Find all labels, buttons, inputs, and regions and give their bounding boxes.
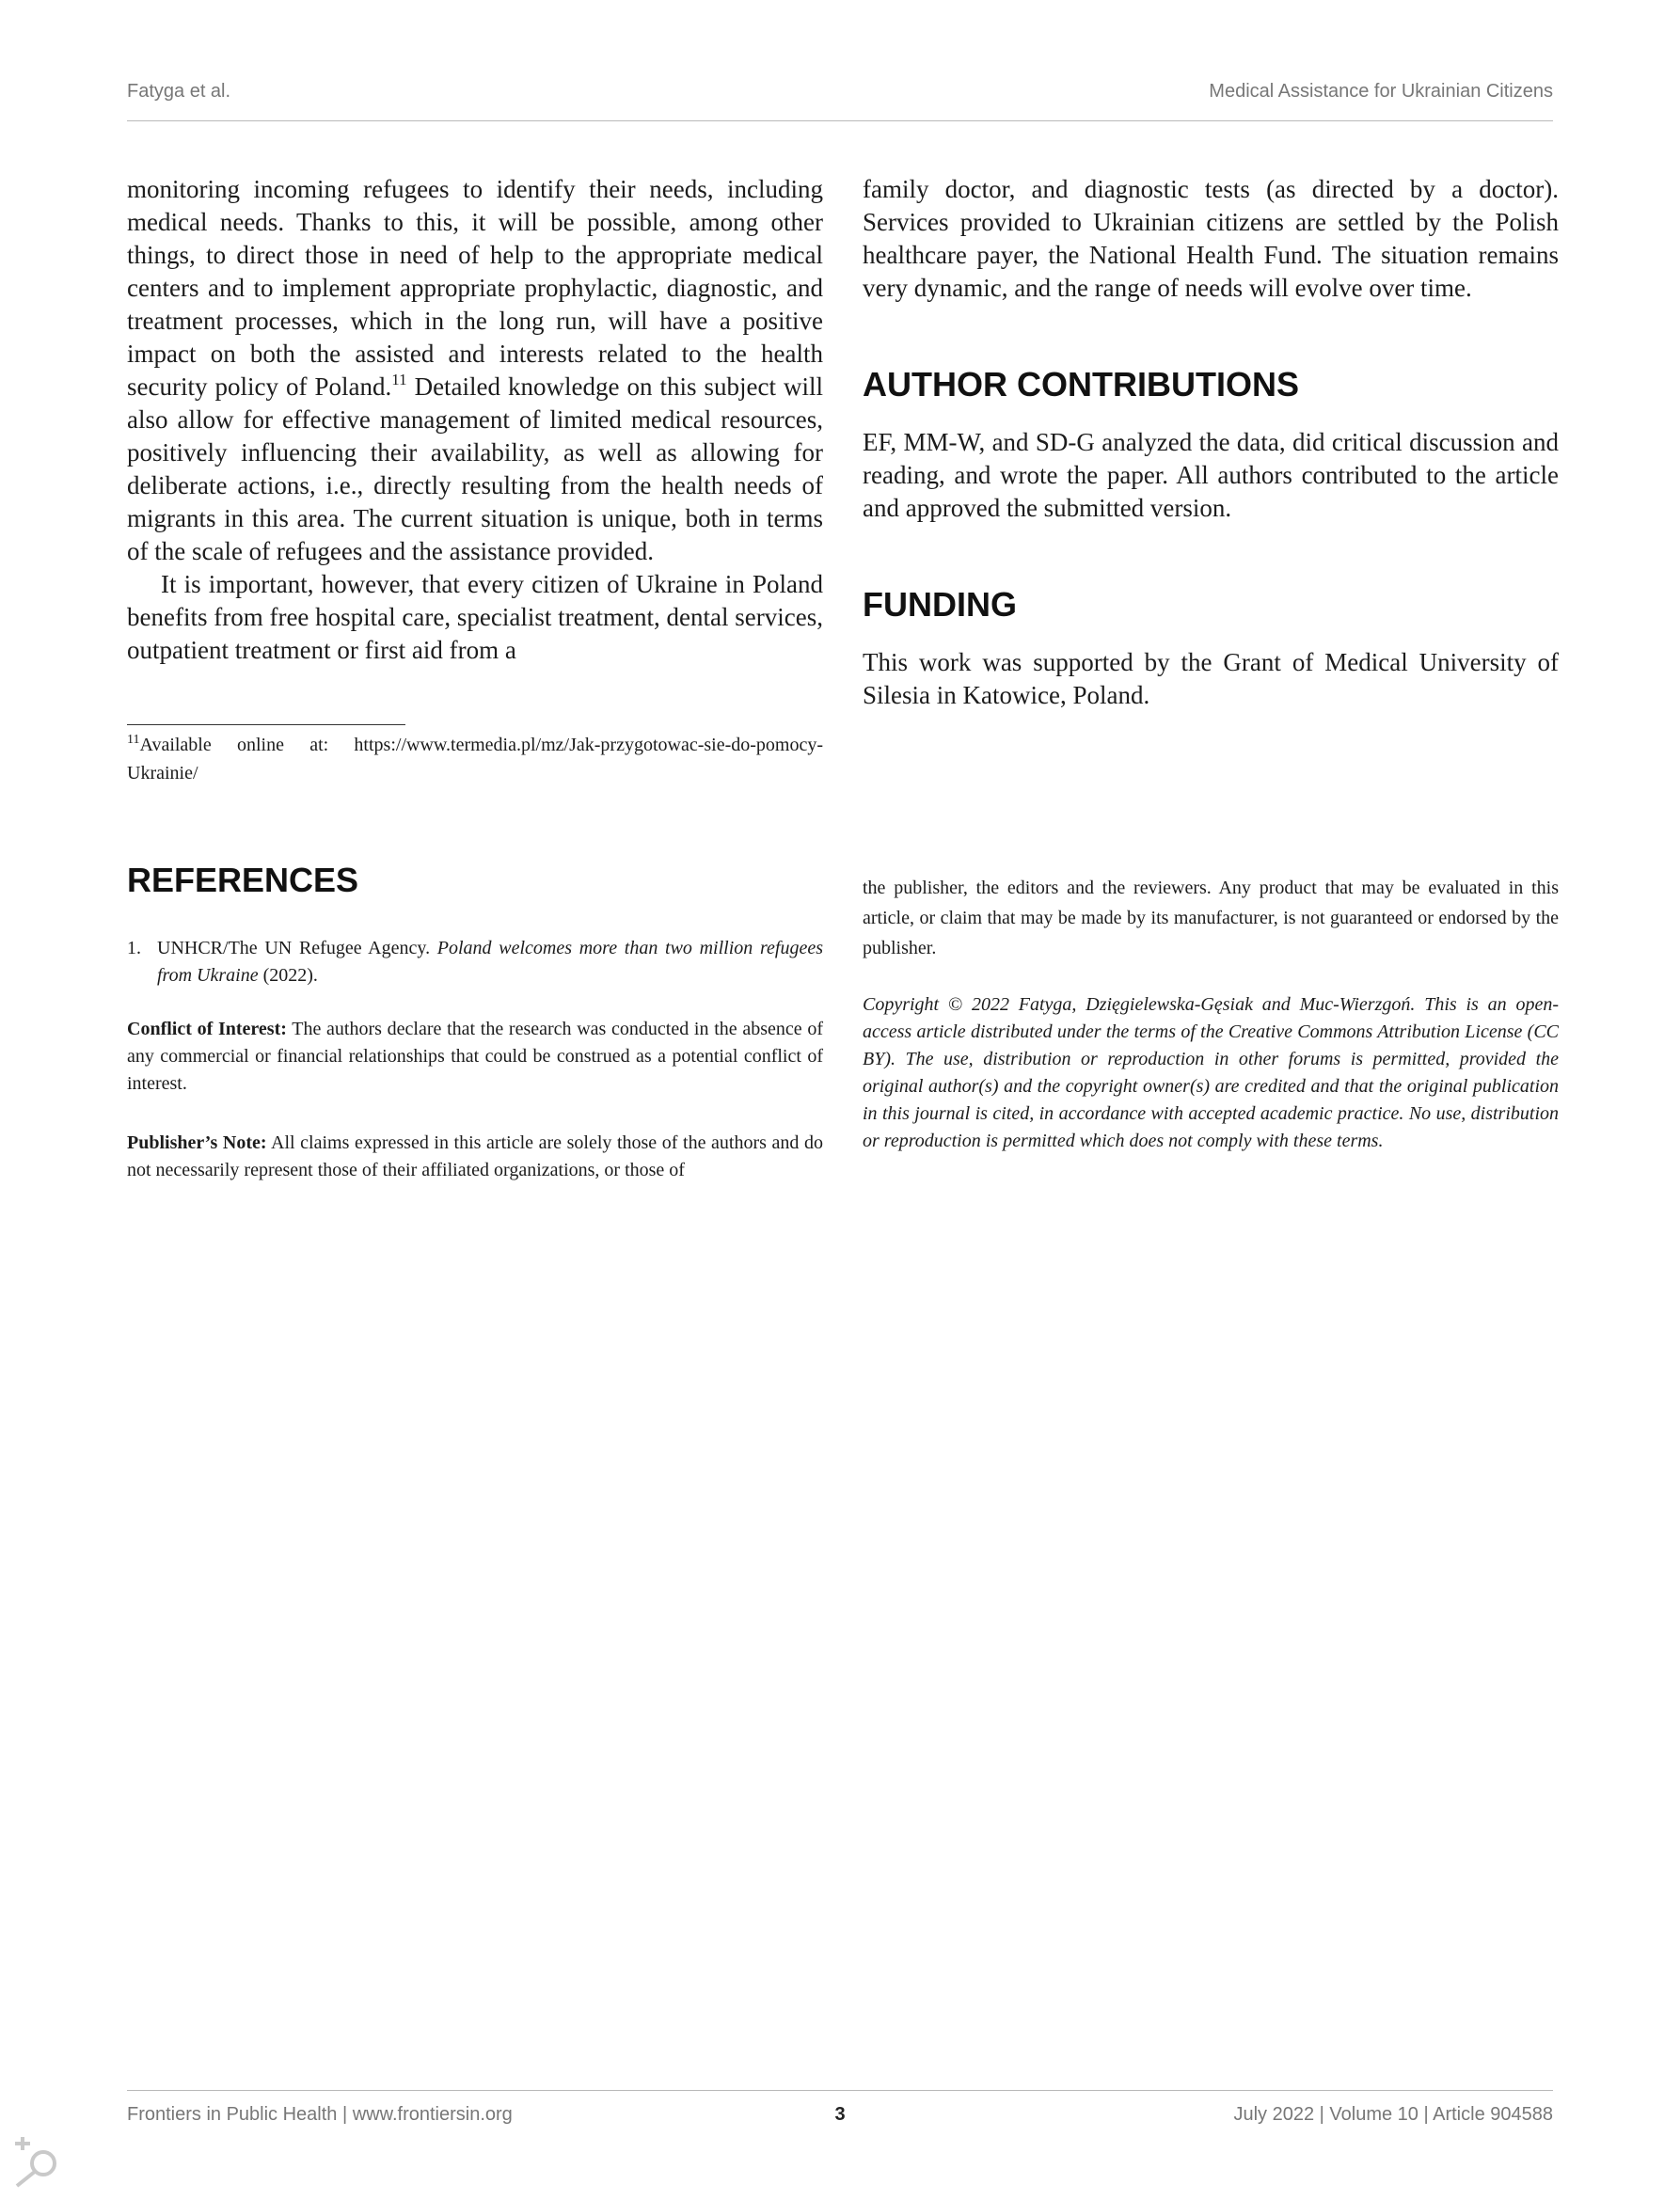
header-authors: Fatyga et al.	[127, 81, 231, 102]
body-paragraph-2: It is important, however, that every citizen of Ukraine in Poland benefits from free hospital care, specialist treatment, dental services, outpatient treatment or first aid from a	[127, 570, 823, 664]
author-contributions-text: EF, MM-W, and SD-G analyzed the data, did critical discussion and reading, and wrote the paper. All authors contributed to the article and approved the submitted version.	[863, 428, 1559, 522]
publishers-note: Publisher’s Note: All claims expressed in this article are solely those of the authors and do not necessarily represent those of their affiliated organizations, or those of	[127, 1132, 823, 1180]
publishers-note-continued: the publisher, the editors and the reviewers. Any product that may be evaluated in this article, or claim that may be made by its manufacturer, is not guaranteed or endorsed by the publisher.	[863, 878, 1559, 958]
references-right-column	[863, 873, 1559, 1155]
footer-citation: July 2022 | Volume 10 | Article 904588	[1233, 2104, 1553, 2125]
body-paragraph-3: family doctor, and diagnostic tests (as directed by a doctor). Services provided to Ukrainian citizens are settled by the Polish healthcare payer, the National Health Fund. The situation remains very dynamic, and the range of needs will evolve over time.	[863, 175, 1559, 302]
footer-rule	[127, 2090, 1553, 2091]
reference-item: 1. UNHCR/The UN Refugee Agency. Poland welcomes more than two million refugees from Ukraine (2022).	[127, 938, 823, 986]
author-contributions-heading: AUTHOR CONTRIBUTIONS	[863, 365, 1299, 404]
references-section	[127, 860, 823, 1184]
footnote-ref: 11	[391, 371, 407, 388]
footnote-area	[127, 724, 823, 787]
page-footer	[127, 2104, 1553, 2126]
body-paragraph-1: monitoring incoming refugees to identify their needs, including medical needs. Thanks to this, it will be possible, among other things, to direct those in need of help to the appropriate medical centers and to implement appropriate prophylactic, diagnostic, and treatment processes, which in the long run, will have a positive impact on both the assisted and interests related to the health security policy of Poland.$^{11}$ Detailed knowledge on this subject will also allow for effective management of limited medical resources, positively influencing their availability, as well as allowing for deliberate actions, i.e., directly resulting from the health needs of migrants in this area. The current situation is unique, both in terms of the scale of refugees and the assistance provided.	[127, 175, 823, 565]
copyright-notice: Copyright © 2022 Fatyga, Dzięgielewska-Gęsiak and Muc-Wierzgoń. This is an open-access article distributed under the terms of the Creative Commons Attribution License (CC BY). The use, distribution or reproduction in other forums is permitted, provided the original author(s) and the copyright owner(s) are credited and that the original publication in this journal is cited, in accordance with accepted academic practice. No use, distribution or reproduction is permitted which does not comply with these terms.	[863, 994, 1559, 1151]
funding-text: This work was supported by the Grant of Medical University of Silesia in Katowice, Poland.	[863, 648, 1559, 709]
funding-heading: FUNDING	[863, 585, 1017, 624]
header-rule	[127, 120, 1553, 121]
footnote-11: $^{11}$Available online at: https://www.termedia.pl/mz/Jak-przygotowac-sie-do-pomocy-Ukrainie/	[127, 733, 823, 783]
corner-watermark-icon	[9, 2131, 71, 2193]
footnote-rule	[127, 724, 405, 725]
conflict-of-interest: Conflict of Interest: The authors declare that the research was conducted in the absence of any commercial or financial relationships that could be construed as a potential conflict of interest.	[127, 1019, 823, 1094]
references-heading: REFERENCES	[127, 861, 359, 899]
page-number: 3	[834, 2104, 846, 2125]
right-column	[863, 173, 1559, 712]
left-column	[127, 173, 823, 667]
footer-journal: Frontiers in Public Health | www.frontiersin.org	[127, 2104, 513, 2125]
header-running-title: Medical Assistance for Ukrainian Citizens	[1209, 81, 1553, 102]
running-header	[127, 81, 1553, 103]
